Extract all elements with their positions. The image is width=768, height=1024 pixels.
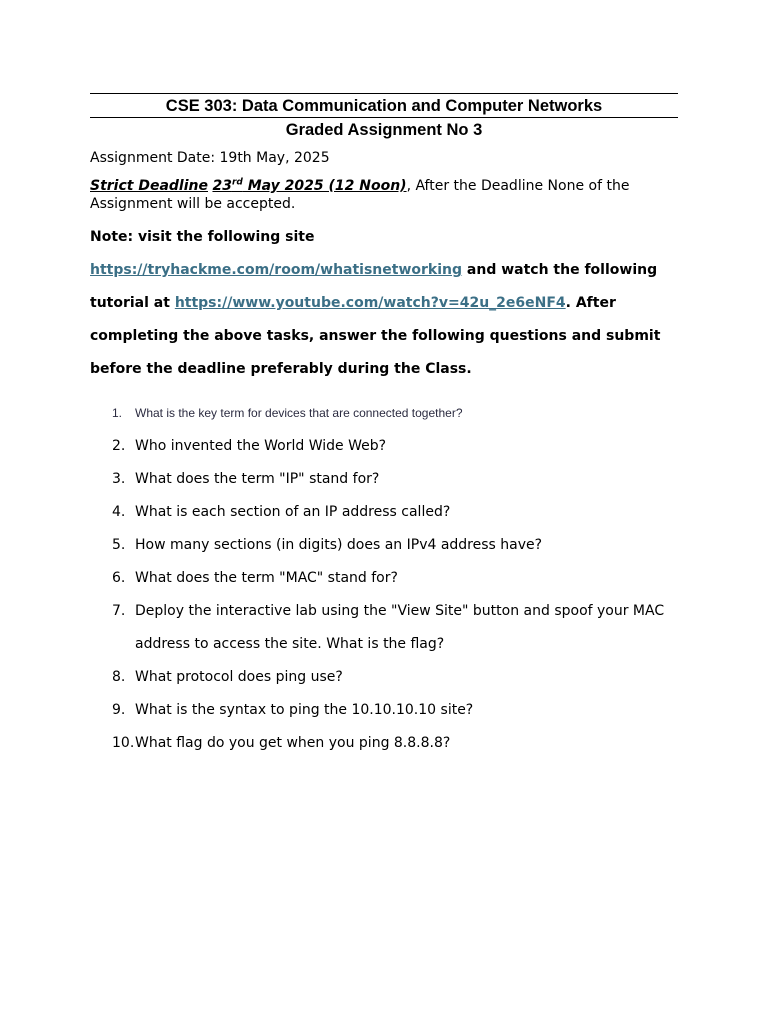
deadline-trailing: , After the Deadline None of the Assignment will be accepted. [90,178,630,212]
question-number: 10. [112,735,135,751]
title-block [90,93,678,118]
note-paragraph [90,221,678,386]
youtube-link[interactable]: https://www.youtube.com/watch?v=42u_2e6eNF4 [174,295,566,311]
question-item [90,404,678,422]
question-text: What flag do you get when you ping 8.8.8.8? [135,735,451,751]
note-outro: . After completing the above tasks, answer the following questions and submit before the deadline preferably during the Class. [90,295,661,377]
question-number: 2. [112,438,126,454]
question-list [90,404,678,760]
deadline-paragraph [90,177,678,213]
question-item [90,496,678,529]
question-text: Deploy the interactive lab using the "View Site" button and spoof your MAC address to access the site. What is the flag? [135,603,665,652]
question-text: What protocol does ping use? [135,669,343,685]
question-number: 1. [112,406,123,420]
deadline-date [212,178,406,194]
question-text: What does the term "MAC" stand for? [135,570,398,586]
question-number: 9. [112,702,126,718]
question-item [90,529,678,562]
question-item [90,595,678,661]
question-number: 6. [112,570,126,586]
question-text: What is the key term for devices that are connected together? [135,406,463,420]
question-number: 4. [112,504,126,520]
question-item [90,661,678,694]
note-intro: Note: visit the following site [90,229,315,245]
question-text: Who invented the World Wide Web? [135,438,387,454]
question-item [90,694,678,727]
note-mid: and watch the following tutorial at [90,262,658,311]
question-item [90,430,678,463]
deadline-label: Strict Deadline [90,178,208,194]
deadline-day-suffix: rd [231,177,243,188]
question-number: 8. [112,669,126,685]
document-page [90,93,678,760]
assignment-date: Assignment Date: 19th May, 2025 [90,150,330,166]
question-text: What is each section of an IP address called? [135,504,451,520]
question-number: 5. [112,537,126,553]
tryhackme-link[interactable]: https://tryhackme.com/room/whatisnetworking [90,262,463,278]
question-number: 7. [112,603,126,619]
question-item [90,727,678,760]
question-item [90,562,678,595]
deadline-date-rest: May 2025 (12 Noon) [242,178,407,194]
assignment-title: Graded Assignment No 3 [285,121,483,139]
course-title: CSE 303: Data Communication and Computer Networks [165,97,603,115]
question-item [90,463,678,496]
question-text: What does the term "IP" stand for? [135,471,380,487]
question-text: What is the syntax to ping the 10.10.10.10 site? [135,702,474,718]
question-text: How many sections (in digits) does an IPv4 address have? [135,537,543,553]
deadline-day: 23 [212,178,232,194]
question-number: 3. [112,471,126,487]
